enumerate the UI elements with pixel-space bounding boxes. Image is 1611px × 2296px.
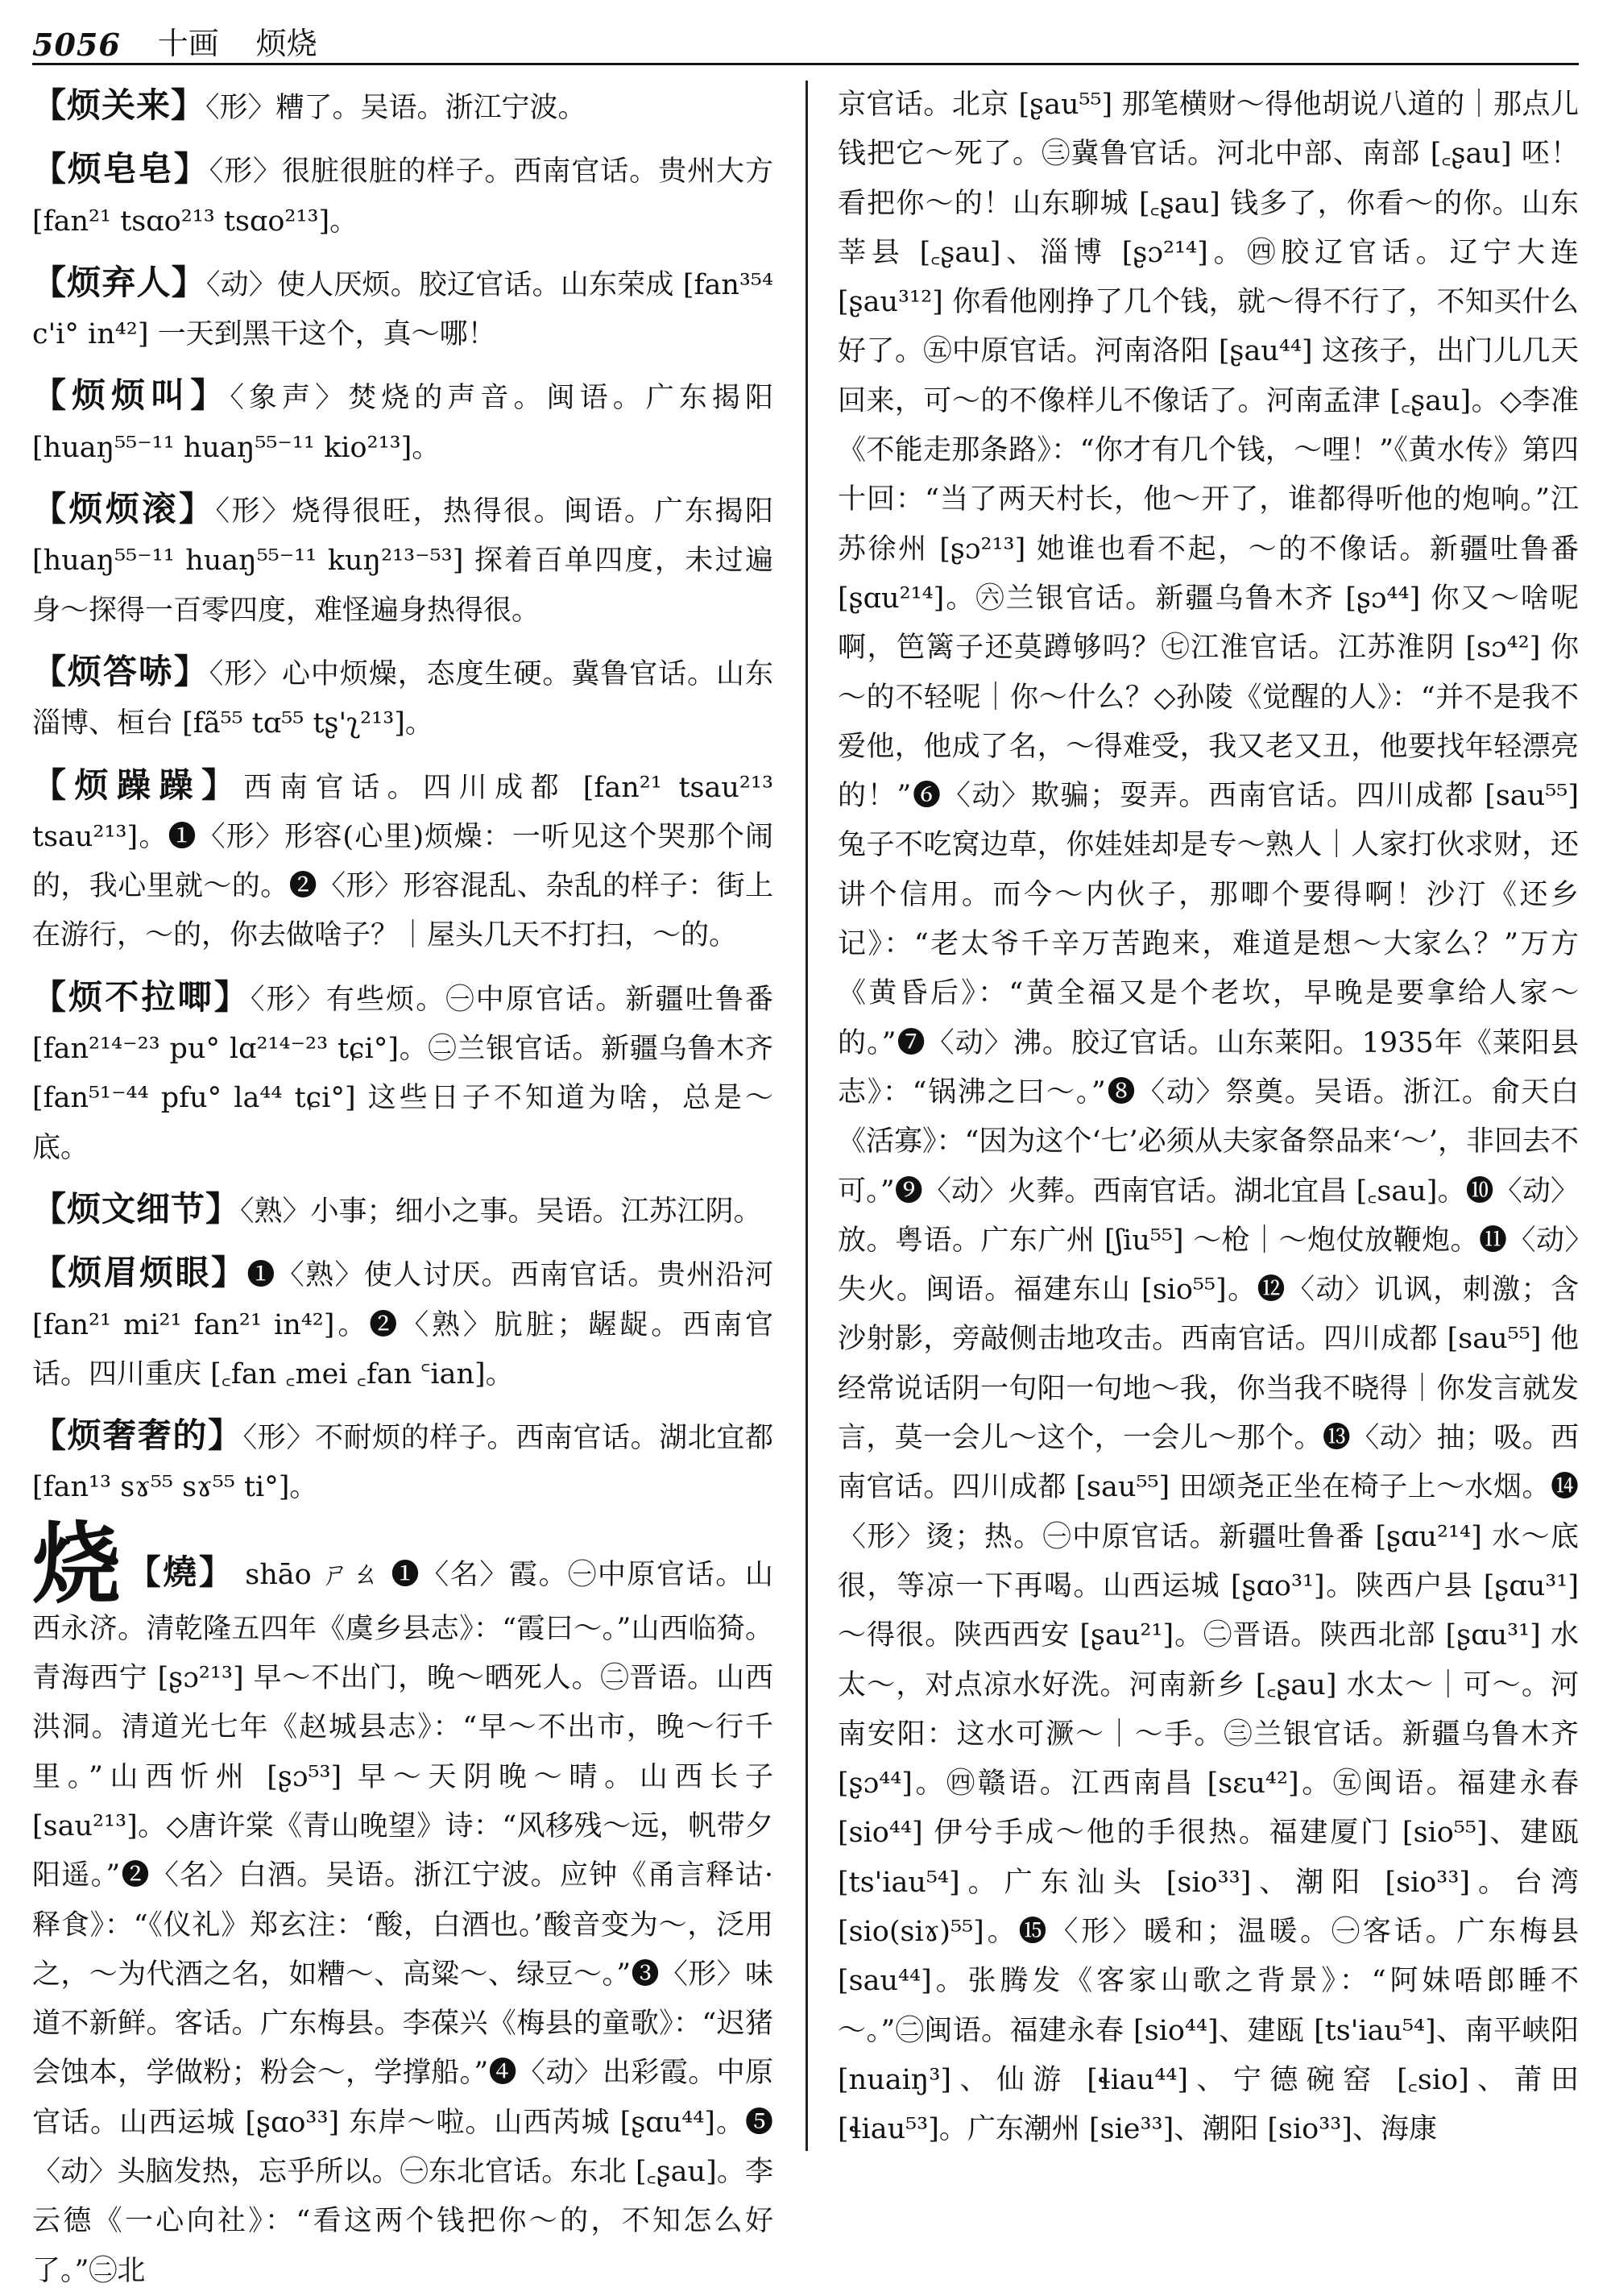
page-number: 5056 <box>32 27 121 63</box>
dictionary-entry <box>32 1248 773 1399</box>
main-headword-entry <box>32 1511 773 2296</box>
page-header <box>32 15 1579 65</box>
entry-body: 〈形〉心中烦燥，态度生硬。冀鲁官话。山东淄博、桓台 [fã⁵⁵ tɑ⁵⁵ tʂ'ʅ²¹³]。 <box>32 657 773 740</box>
entry-body: 〈形〉很脏很脏的样子。西南官话。贵州大方 [fan²¹ tsɑo²¹³ tsɑo²¹³]。 <box>32 155 773 238</box>
entry-body: 〈形〉烧得很旺，热得很。闽语。广东揭阳 [huaŋ⁵⁵⁻¹¹ huaŋ⁵⁵⁻¹¹ kuŋ²¹³⁻⁵³] 探着百单四度，未过遍身～探得一百零四度，难怪遍身热得很。 <box>32 495 773 627</box>
entry-headword: 【烦烦滚】 <box>32 489 216 529</box>
dictionary-entry <box>32 484 773 636</box>
entry-headword: 【烦皂皂】 <box>32 149 209 189</box>
dictionary-entry <box>32 371 773 473</box>
entry-headword: 【烦躁躁】 <box>32 765 244 805</box>
main-headword-zhuyin: ㄕㄠ <box>321 1558 381 1591</box>
entry-headword: 【烦弃人】 <box>32 262 206 302</box>
entry-body: 〈形〉不耐烦的样子。西南官话。湖北宜都 [fan¹³ sɤ⁵⁵ sɤ⁵⁵ ti°]。 <box>32 1422 773 1504</box>
dictionary-entry <box>32 760 773 961</box>
dictionary-entry <box>32 144 773 247</box>
right-column <box>838 81 1579 2159</box>
entry-headword: 【烦文细节】 <box>32 1188 241 1229</box>
entry-body: 〈象声〉焚烧的声音。闽语。广东揭阳 [huaŋ⁵⁵⁻¹¹ huaŋ⁵⁵⁻¹¹ kio²¹³]。 <box>32 382 773 464</box>
dictionary-entry <box>32 1184 773 1237</box>
entry-headword: 【烦烦叫】 <box>32 375 230 416</box>
entry-headword: 【烦奢奢的】 <box>32 1415 243 1456</box>
dictionary-entry <box>32 1411 773 1513</box>
dictionary-entry <box>32 258 773 360</box>
entry-body: 〈熟〉小事；细小之事。吴语。江苏江阴。 <box>240 1195 762 1228</box>
main-headword-traditional: 【燒】 <box>126 1552 235 1592</box>
dictionary-entry <box>32 972 773 1173</box>
main-headword-char: 烧 <box>32 1511 122 1616</box>
main-headword-body: ❶〈名〉霞。㊀中原官话。山西永济。清乾隆五四年《虞乡县志》：“霞曰～。”山西临猗。青海西宁 [ʂɔ²¹³] 早～不出门，晚～晒死人。㊁晋语。山西洪洞。清道光七年《赵城县志》：“早～不出市，晚～行千里。”山西忻州 [ʂɔ⁵³] 早～天阴晚～晴。山西长子 [sau²¹³]。◇唐许棠《青山晚望》诗：“风移残～远，帆带夕阳遥。”❷〈名〉白酒。吴语。浙江宁波。应钟《甬言释诂·释食》：“《仪礼》郑玄注：‘酸，白酒也。’酸音变为～，泛用之，～为代酒之名，如糟～、高粱～、绿豆～。”❸〈形〉味道不新鲜。客话。广东梅县。李葆兴《梅县的童歌》：“迟猪会蚀本，学做粉；粉会～，学撑船。”❹〈动〉出彩霞。中原官话。山西运城 [ʂɑo³³] 东岸～啦。山西芮城 [ʂɑu⁴⁴]。❺〈动〉头脑发热，忘乎所以。㊀东北官话。东北 [꜀ʂau]。李云德《一心向社》：“看这两个钱把你～的，不知怎么好了。”㊁北 <box>32 1558 773 2287</box>
entry-body: ❶〈熟〉使人讨厌。西南官话。贵州沿河 [fan²¹ mi²¹ fan²¹ in⁴²]。❷〈熟〉肮脏；龌龊。西南官话。四川重庆 [꜀fan ꜀mei ꜀fan ꜂ian]。 <box>32 1259 773 1390</box>
main-headword-pinyin: shāo <box>245 1558 312 1591</box>
headword-range: 烦烧 <box>255 26 317 61</box>
continued-entry-text: 京官话。北京 [ʂau⁵⁵] 那笔横财～得他胡说八道的｜那点儿钱把它～死了。㊂冀鲁官话。河北中部、南部 [꜀ʂau] 呸！看把你～的！山东聊城 [꜀ʂau] 钱多了，你看～的你。山东莘县 [꜀ʂau]、淄博 [ʂɔ²¹⁴]。㊃胶辽官话。辽宁大连 [ʂau³¹²] 你看他刚挣了几个钱，就～得不行了，不知买什么好了。㊄中原官话。河南洛阳 [ʂau⁴⁴] 这孩子，出门儿几天回来，可～的不像样儿不像话了。河南孟津 [꜀ʂau]。◇李准《不能走那条路》：“你才有几个钱，～哩！”《黄水传》第四十回：“当了两天村长，他～开了，谁都得听他的炮响。”江苏徐州 [ʂɔ²¹³] 她谁也看不起，～的不像话。新疆吐鲁番 [ʂɑu²¹⁴]。㊅兰银官话。新疆乌鲁木齐 [ʂɔ⁴⁴] 你又～啥呢啊，笆篱子还莫蹲够吗？㊆江淮官话。江苏淮阴 [sɔ⁴²] 你～的不轻呢｜你～什么？◇孙陵《觉醒的人》：“并不是我不爱他，他成了名，～得难受，我又老又丑，他要找年轻漂亮的！”❻〈动〉欺骗；耍弄。西南官话。四川成都 [sau⁵⁵] 兔子不吃窝边草，你娃娃却是专～熟人｜人家打伙求财，还讲个信用。而今～内伙子，那唧个要得啊！沙汀《还乡记》：“老太爷千辛万苦跑来，难道是想～大家么？”万方《黄昏后》：“黄全福又是个老坎，早晚是要拿给人家～的。”❼〈动〉沸。胶辽官话。山东莱阳。1935年《莱阳县志》：“锅沸之曰～。”❽〈动〉祭奠。吴语。浙江。俞天白《活寡》：“因为这个‘七’必须从夫家备祭品来‘～’，非回去不可。”❾〈动〉火葬。西南官话。湖北宜昌 [꜀sau]。❿〈动〉放。粤语。广东广州 [ʃiu⁵⁵] ～枪｜～炮仗放鞭炮。⓫〈动〉失火。闽语。福建东山 [sio⁵⁵]。⓬〈动〉讥讽，刺激；含沙射影，旁敲侧击地攻击。西南官话。四川成都 [sau⁵⁵] 他经常说话阴一句阳一句地～我，你当我不晓得｜你发言就发言，莫一会儿～这个，一会儿～那个。⓭〈动〉抽；吸。西南官话。四川成都 [sau⁵⁵] 田颂尧正坐在椅子上～水烟。⓮〈形〉烫；热。㊀中原官话。新疆吐鲁番 [ʂɑu²¹⁴] 水～底很，等凉一下再喝。山西运城 [ʂɑo³¹]。陕西户县 [ʂɑu³¹] ～得很。陕西西安 [ʂau²¹]。㊁晋语。陕西北部 [ʂɑu³¹] 水太～，对点凉水好洗。河南新乡 [꜀ʂau] 水太～｜可～。河南安阳：这水可㵐～｜～手。㊂兰银官话。新疆乌鲁木齐 [ʂɔ⁴⁴]。㊃赣语。江西南昌 [sɛu⁴²]。㊄闽语。福建永春 [sio⁴⁴] 伊兮手成～他的手很热。福建厦门 [sio⁵⁵]、建瓯 [ts'iau⁵⁴]。广东汕头 [sio³³]、潮阳 [sio³³]。台湾 [sio(siɤ)⁵⁵]。⓯〈形〉暖和；温暖。㊀客话。广东梅县 [sau⁴⁴]。张腾发《客家山歌之背景》：“阿妹唔郎睡不～。”㊁闽语。福建永春 [sio⁴⁴]、建瓯 [ts'iau⁵⁴]、南平峡阳 [nuaiŋ³]、仙游 [ɬiau⁴⁴]、宁德碗窑 [꜀sio]、莆田 [ɬiau⁵³]。广东潮州 [sie³³]、潮阳 [sio³³]、海康 <box>838 89 1579 2146</box>
entry-headword: 【烦答哧】 <box>32 651 209 691</box>
entry-body: 〈形〉糟了。吴语。浙江宁波。 <box>205 92 586 124</box>
dictionary-entry <box>32 647 773 749</box>
section-label: 十画 <box>157 26 219 61</box>
entry-headword: 【烦眉烦眼】 <box>32 1253 247 1293</box>
entry-body: 西南官话。四川成都 [fan²¹ tsau²¹³ tsau²¹³]。❶〈形〉形容(心里)烦燥：一听见这个哭那个闹的，我心里就～的。❷〈形〉形容混乱、杂乱的样子：街上在游行，～的，你去做啥子？｜屋头几天不打扫，～的。 <box>32 771 773 952</box>
entry-body: 〈动〉使人厌烦。胶辽官话。山东荣成 [fan³⁵⁴ c'i° in⁴²] 一天到黑干这个，真～哪！ <box>32 268 773 351</box>
dictionary-entry <box>32 81 773 133</box>
entry-headword: 【烦关来】 <box>32 85 206 125</box>
column-divider <box>806 81 808 2151</box>
left-column <box>32 81 773 2287</box>
entry-headword: 【烦不拉唧】 <box>32 976 251 1017</box>
entry-body: 〈形〉有些烦。㊀中原官话。新疆吐鲁番 [fan²¹⁴⁻²³ pu° lɑ²¹⁴⁻²³ tɕi°]。㊁兰银官话。新疆乌鲁木齐 [fan⁵¹⁻⁴⁴ pfu° la⁴⁴ tɕi°] 这些日子不知道为啥，总是～底。 <box>32 983 773 1164</box>
